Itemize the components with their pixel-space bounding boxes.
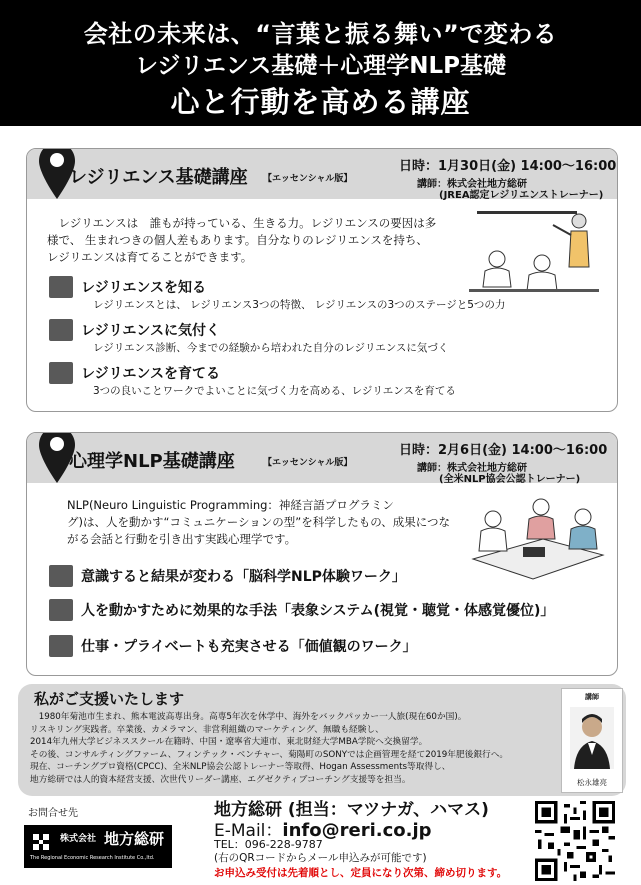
profile-heading: 私がご支援いたします [34,690,185,708]
bio-line: 2014年九州大学ビジネススクール在籍時、中国・遼寧省大連市、東北財経大学MBA学院へ交換留学。 [30,737,428,748]
logo-english-name: The Regional Economic Research Institute Co.,ltd. [30,855,155,861]
bio-line: リスキリング実践者。卒業後、カメラマン、非営利組織のマーケティング、無職も経験し、 [30,724,384,735]
contact-notice: お申込み受付は先着順とし、定員になり次第、締め切ります。 [214,867,508,879]
contact-tel[interactable]: TEL：096-228-9787 [214,838,323,851]
item-subtitle: 3つの良いことワークでよいことに気づく力を高める、レジリエンスを育てる [93,385,456,397]
logo-company-type: 株式会社 [60,834,97,844]
course-intro [47,215,436,266]
bullet-square [49,276,73,298]
header-banner [0,0,641,126]
intro-line: NLP(Neuro Linguistic Programming：神経言語プログラミン [67,498,394,512]
bio-line: その後、コンサルティングファーム、フィンテック・ベンチャー、菊陽町のSONYでは企画管理を経て2019年肥後銀行へ。 [30,749,509,760]
header-tagline: 会社の未来は、“言葉と振る舞い”で変わる [83,20,558,48]
header-title: 心と行動を高める講座 [170,85,471,119]
instructor-photo [561,688,623,793]
logo-icon [32,833,50,851]
contact-label: お問合せ先 [28,808,78,819]
bullet-square [49,599,73,621]
item-title: 仕事・プライベートも充実させる「価値観のワーク」 [81,639,417,655]
intro-line: レジリエンスは 誰もが持っている、生きる力。レジリエンスの要因は多 [47,216,437,230]
course-title: レジリエンス基礎講座 [69,167,248,188]
intro-line: レジリエンスは育てることができます。 [47,250,253,264]
header-subtitle: レジリエンス基礎＋心理学NLP基礎 [134,53,507,79]
course-title: 心理学NLP基礎講座 [69,451,235,472]
bullet-square [49,319,73,341]
bio-line: 1980年菊池市生まれ、熊本電波高専出身。高専5年次を休学中、海外をバックパッカー一人旅(現在60か国)。 [30,712,467,722]
qr-code-icon[interactable] [535,801,615,881]
portrait-image [570,707,614,769]
classroom-illustration [467,207,607,297]
bio-line: 地方総研では人的資本経営支援、次世代リーダー講座、エグゼクティブコーチング支援等を担当。 [30,774,411,785]
meeting-illustration [463,489,609,581]
course-card-nlp [26,432,618,676]
item-title: 人を動かすために効果的な手法「表象システム(視覚・聴覚・体感覚優位)」 [81,603,555,619]
course-datetime: 日時：1月30日(金) 14:00～16:00 [399,159,617,174]
profile-bio [30,711,508,787]
item-title: レジリエンスを育てる [81,366,220,382]
course-card-resilience [26,148,618,412]
item-subtitle: レジリエンスとは、 レジリエンス3つの特徴、 レジリエンスの3つのステージと5つの力 [93,299,506,311]
item-subtitle: レジリエンス診断、今までの経験から培われた自分のレジリエンスに気づく [93,342,449,354]
intro-line: 様で、 生まれつきの個人差もあります。自分なりのレジリエンスを持ち、 [47,233,428,247]
course-datetime: 日時：2月6日(金) 14:00～16:00 [399,443,608,458]
instructor-role: 講師 [585,693,599,701]
intro-line: がる会話と行動を引き出す実践心理学です。 [67,532,297,546]
course-instructor: 講師：株式会社地方総研 [417,463,527,474]
contact-qr-note: (右のQRコードからメール申込みが可能です) [214,852,427,864]
bio-line: 現在、コーチングプロ資格(CPCC)、全米NLP協会公認トレーナー等取得、Hogan Assessments等取得し、 [30,762,451,773]
email-link[interactable]: info@reri.co.jp [282,820,432,841]
course-edition: 【エッセンシャル版】 [263,174,353,184]
instructor-profile [18,684,626,796]
item-title: レジリエンスに気付く [81,323,220,339]
logo-company-name: 地方総研 [104,830,165,848]
bullet-square [49,635,73,657]
item-title: 意識すると結果が変わる「脳科学NLP体験ワーク」 [81,569,406,585]
email-label: E-Mail： [214,821,283,841]
bullet-square [49,362,73,384]
course-instructor-note: (全米NLP協会公認トレーナー) [439,474,581,485]
intro-line: グ)は、人を動かす“コミュニケーションの型”を科学したもの、成果につな [67,515,451,529]
item-title: レジリエンスを知る [81,280,206,296]
contact-org: 地方総研 (担当：マツナガ、ハマス) [214,800,489,820]
instructor-name: 松永雄亮 [577,778,607,787]
course-instructor-note: (JREA認定レジリエンストレーナー) [439,190,604,201]
bullet-square [49,565,73,587]
course-edition: 【エッセンシャル版】 [263,458,353,468]
company-logo [24,825,172,868]
course-instructor: 講師：株式会社地方総研 [417,179,527,190]
course-intro [67,497,450,548]
